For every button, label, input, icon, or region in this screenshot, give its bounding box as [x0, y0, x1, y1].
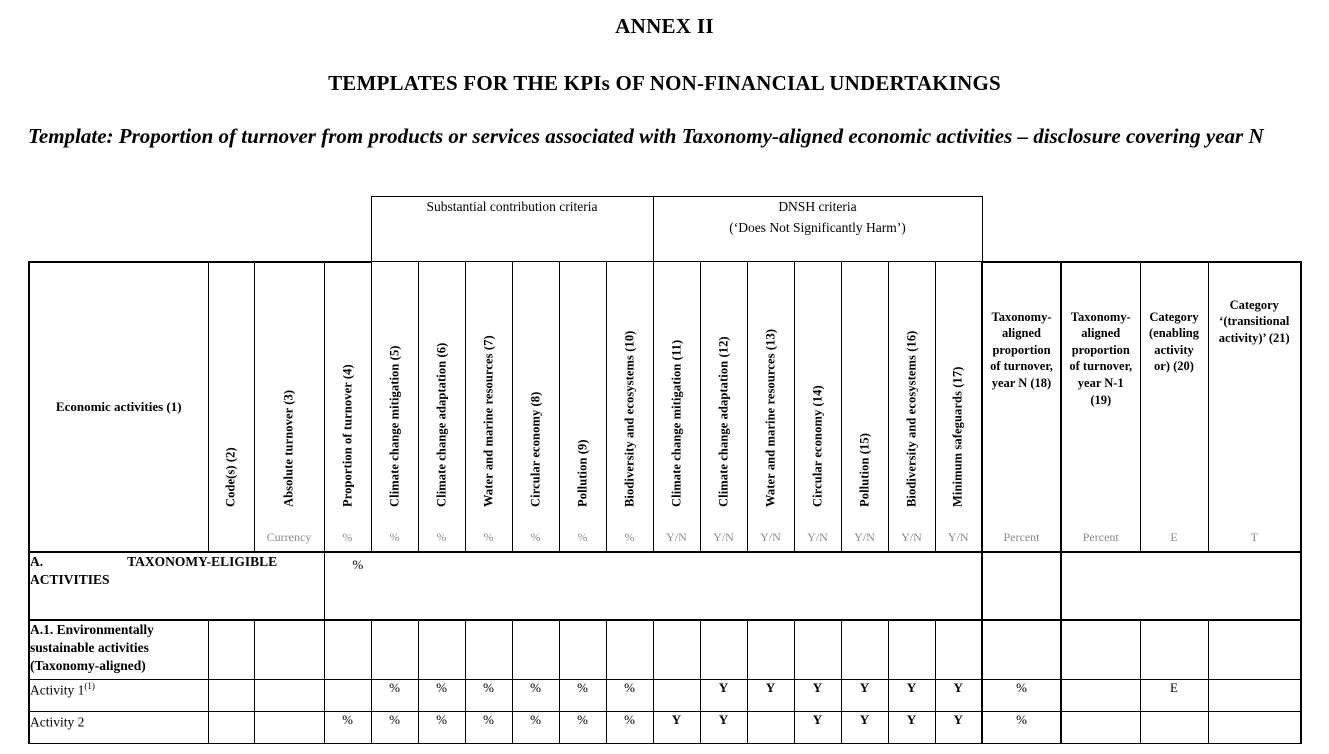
row-a1-sc-bio [606, 620, 653, 680]
group-dnsh-line2: (‘Does Not Significantly Harm’) [729, 219, 906, 235]
row-activity-2-proportion-turnover: % [324, 711, 371, 743]
row-activity-1-sc-bio: % [606, 679, 653, 711]
column-header-row [29, 262, 1301, 552]
row-a1-dnsh-poll [841, 620, 888, 680]
row-activity-2-sc-water: % [465, 711, 512, 743]
row-activity-1-absolute-turnover [254, 679, 324, 711]
colhead-dnsh-water-marine: Water and marine resources (13) Y/N [747, 262, 794, 552]
row-activity-2-min-safeguards: Y [935, 711, 982, 743]
colhead-dnsh-circular-economy: Circular economy (14) Y/N [794, 262, 841, 552]
colhead-absolute-turnover: Absolute turnover (3) Currency [254, 262, 324, 552]
group-spacer-right [982, 197, 1301, 262]
colhead-dnsh-climate-adaptation: Climate change adaptation (12) Y/N [700, 262, 747, 552]
row-activity-1-proportion-turnover [324, 679, 371, 711]
row-activity-2-name: Activity 2 [30, 714, 85, 729]
row-activity-1-sc-cca: % [418, 679, 465, 711]
row-activity-1-cat-enabling: E [1140, 679, 1208, 711]
row-activity-2-codes [208, 711, 254, 743]
colhead-sc-water-marine: Water and marine resources (7) % [465, 262, 512, 552]
colhead-economic-activities: Economic activities (1) [29, 262, 208, 552]
colhead-dnsh-pollution: Pollution (15) Y/N [841, 262, 888, 552]
page-title-annex: ANNEX II [615, 14, 714, 38]
row-a1-dnsh-bio [888, 620, 935, 680]
colhead-sc-circular-economy: Circular economy (8) % [512, 262, 559, 552]
row-activity-2-aligned-n1 [1061, 711, 1140, 743]
row-activity-1-aligned-n: % [982, 679, 1061, 711]
colhead-sc-climate-mitigation: Climate change mitigation (5) % [371, 262, 418, 552]
row-a1-sc-cca [418, 620, 465, 680]
row-section-a-prefix: A. [30, 553, 44, 569]
row-activity-2-dnsh-ccm: Y [653, 711, 700, 743]
colhead-category-transitional: Category ‘(transitional activity)’ (21) T [1208, 262, 1301, 552]
row-activity-2-dnsh-bio: Y [888, 711, 935, 743]
row-activity-2-label [29, 711, 208, 743]
colhead-aligned-proportion-year-n1: Taxonomy-aligned proportion of turnover, year N-1 (19) Percent [1061, 262, 1140, 552]
row-a1-dnsh-ccm [653, 620, 700, 680]
row-activity-2-sc-poll: % [559, 711, 606, 743]
row-a1-aligned-n1 [1061, 620, 1140, 680]
row-activity-2-sc-cca: % [418, 711, 465, 743]
group-dnsh-criteria [653, 197, 982, 262]
row-a1-codes [208, 620, 254, 680]
row-activity-1-sc-poll: % [559, 679, 606, 711]
row-a1-cat-enabling [1140, 620, 1208, 680]
row-section-a1-label: A.1. Environmentally sustainable activities (Taxonomy-aligned) [29, 620, 208, 680]
group-dnsh-line1: DNSH criteria [778, 199, 857, 214]
row-activity-1-dnsh-poll: Y [841, 679, 888, 711]
table-row [29, 711, 1301, 743]
row-a1-sc-water [465, 620, 512, 680]
row-activity-1-min-safeguards: Y [935, 679, 982, 711]
row-section-a-rest [1061, 552, 1301, 620]
row-a1-min-safeguards [935, 620, 982, 680]
template-subtitle: Template: Proportion of turnover from products or services associated with Taxonomy-aligned economic activities – disclosure covering year N [28, 124, 1264, 148]
row-activity-2-aligned-n: % [982, 711, 1061, 743]
kpi-table-main [28, 196, 1302, 744]
row-section-a-aligned-n [982, 552, 1061, 620]
row-activity-1-sc-circ: % [512, 679, 559, 711]
row-a1-dnsh-water [747, 620, 794, 680]
row-activity-2-cat-enabling [1140, 711, 1208, 743]
colhead-dnsh-climate-mitigation: Climate change mitigation (11) Y/N [653, 262, 700, 552]
criteria-group-row [29, 197, 1301, 262]
row-activity-1-footnote: (1) [84, 680, 95, 691]
colhead-aligned-proportion-year-n: Taxonomy-aligned proportion of turnover, year N (18) Percent [982, 262, 1061, 552]
row-activity-1-dnsh-ccm [653, 679, 700, 711]
row-activity-1-sc-ccm: % [371, 679, 418, 711]
table-row [29, 552, 1301, 620]
row-a1-absolute-turnover [254, 620, 324, 680]
row-activity-1-dnsh-bio: Y [888, 679, 935, 711]
colhead-codes: Code(s) (2) [208, 262, 254, 552]
row-activity-1-aligned-n1 [1061, 679, 1140, 711]
row-activity-2-absolute-turnover [254, 711, 324, 743]
table-row [29, 620, 1301, 680]
row-activity-1-codes [208, 679, 254, 711]
row-activity-2-sc-circ: % [512, 711, 559, 743]
group-spacer [29, 197, 371, 262]
row-section-a-title: TAXONOMY-ELIGIBLE ACTIVITIES [30, 553, 278, 587]
row-a1-sc-ccm [371, 620, 418, 680]
row-activity-2-sc-bio: % [606, 711, 653, 743]
colhead-dnsh-biodiversity: Biodiversity and ecosystems (16) Y/N [888, 262, 935, 552]
kpi-table-wrapper [28, 196, 1302, 744]
row-activity-2-dnsh-water [747, 711, 794, 743]
row-activity-2-dnsh-cca: Y [700, 711, 747, 743]
page-title-templates: TEMPLATES FOR THE KPIs OF NON-FINANCIAL UNDERTAKINGS [328, 71, 1001, 95]
row-activity-1-name: Activity 1 [30, 682, 85, 697]
row-section-a-label [29, 552, 324, 620]
row-activity-2-dnsh-poll: Y [841, 711, 888, 743]
row-activity-2-sc-ccm: % [371, 711, 418, 743]
colhead-proportion-turnover: Proportion of turnover (4) % [324, 262, 371, 552]
colhead-sc-pollution: Pollution (9) % [559, 262, 606, 552]
row-activity-2-cat-transitional [1208, 711, 1301, 743]
row-section-a-proportion: % [324, 552, 982, 620]
table-row [29, 679, 1301, 711]
row-a1-proportion-turnover [324, 620, 371, 680]
row-a1-aligned-n [982, 620, 1061, 680]
row-activity-1-dnsh-water: Y [747, 679, 794, 711]
row-a1-sc-circ [512, 620, 559, 680]
colhead-category-enabling: Category (enabling activity or) (20) E [1140, 262, 1208, 552]
group-substantial-contribution: Substantial contribution criteria [371, 197, 653, 262]
row-activity-1-dnsh-circ: Y [794, 679, 841, 711]
row-activity-1-cat-transitional [1208, 679, 1301, 711]
row-activity-1-sc-water: % [465, 679, 512, 711]
colhead-sc-climate-adaptation: Climate change adaptation (6) % [418, 262, 465, 552]
row-a1-sc-poll [559, 620, 606, 680]
row-activity-1-label [29, 679, 208, 711]
row-activity-1-dnsh-cca: Y [700, 679, 747, 711]
row-activity-2-dnsh-circ: Y [794, 711, 841, 743]
colhead-sc-biodiversity: Biodiversity and ecosystems (10) % [606, 262, 653, 552]
row-a1-cat-transitional [1208, 620, 1301, 680]
row-a1-dnsh-cca [700, 620, 747, 680]
colhead-minimum-safeguards: Minimum safeguards (17) Y/N [935, 262, 982, 552]
row-a1-dnsh-circ [794, 620, 841, 680]
